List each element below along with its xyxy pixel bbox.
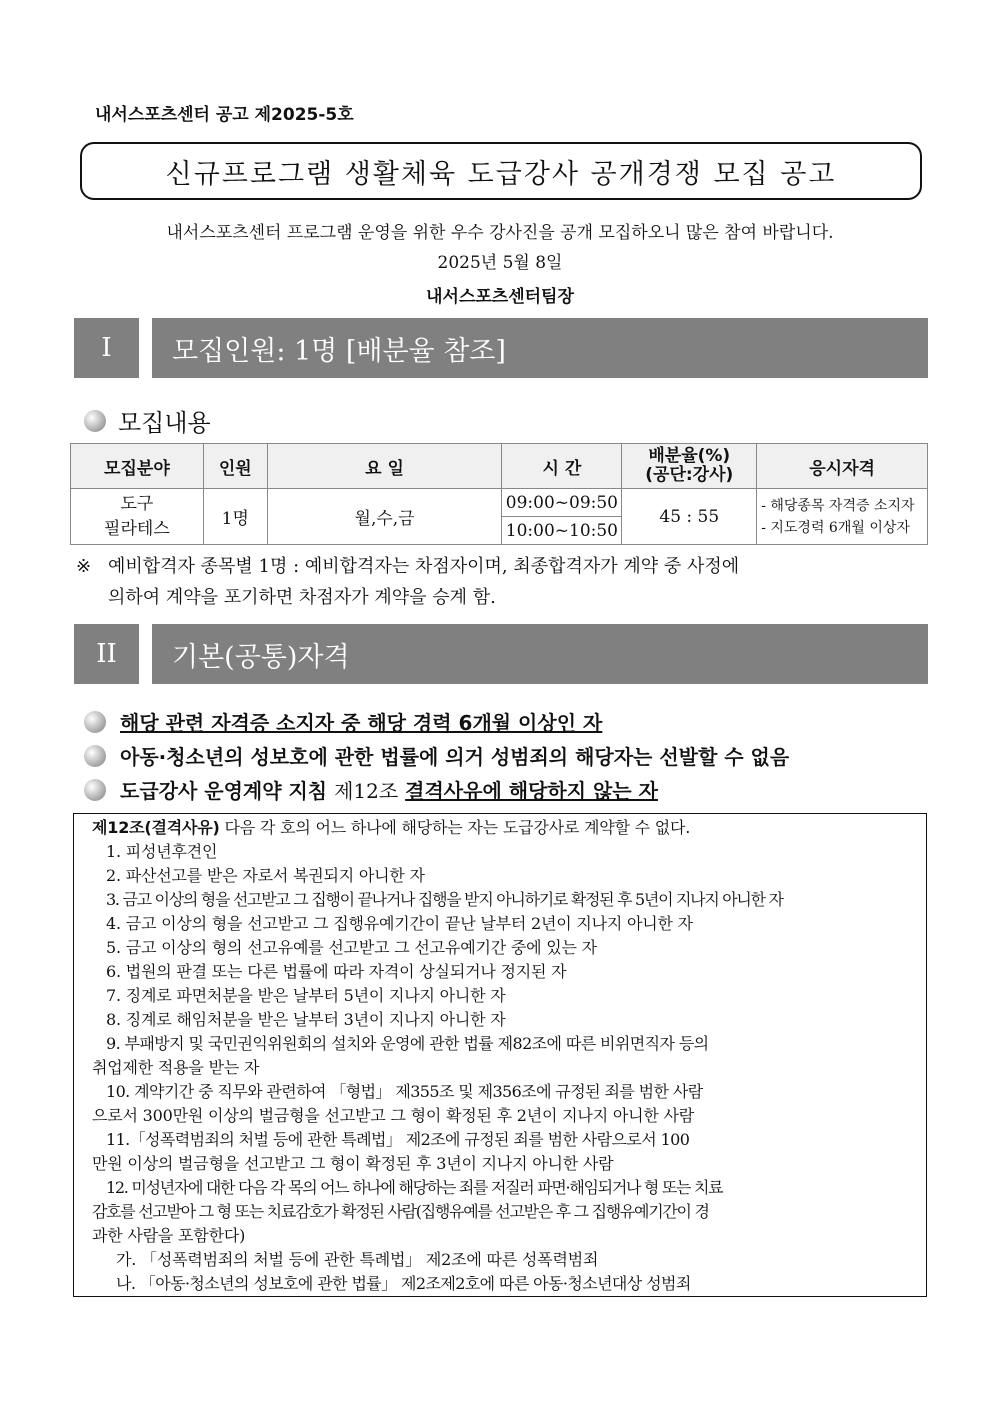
article-heading <box>92 816 918 840</box>
article-line: 4. 금고 이상의 형을 선고받고 그 집행유예기간이 끝난 날부터 2년이 지나지 아니한 자 <box>106 914 693 933</box>
qualification-1: - 해당종목 자격증 소지자 <box>761 497 915 514</box>
header-ratio-line2: (공단:강사) <box>645 465 734 485</box>
section-2-number: II <box>74 624 139 684</box>
note-line-1: 예비합격자 종목별 1명 : 예비합격자는 차점자이며, 최종합격자가 계약 중 사정에 <box>108 556 740 577</box>
note-mark: ※ <box>76 556 92 577</box>
article-line: 취업제한 적용을 받는 자 <box>92 1058 260 1077</box>
section-2-header <box>74 624 928 684</box>
issuer: 내서스포츠센터팀장 <box>426 287 574 307</box>
article-12-box <box>73 813 927 1297</box>
document-title: 신규프로그램 생활체육 도급강사 공개경쟁 모집 공고 <box>165 158 837 190</box>
cell-time-1: 09:00~09:50 <box>502 489 622 517</box>
article-line: 가. 「성폭력범죄의 처벌 등에 관한 특례법」 제2조에 따른 성폭력범죄 <box>116 1250 599 1269</box>
article-title: 제12조(결격사유) <box>92 818 220 837</box>
recruit-content-heading <box>84 403 211 438</box>
criteria-3-guideline: 도급강사 운영계약 지침 <box>120 779 328 803</box>
article-line: 7. 징계로 파면처분을 받은 날부터 5년이 지나지 아니한 자 <box>106 986 506 1005</box>
section-1-number: I <box>74 318 139 378</box>
notice-date: 2025년 5월 8일 <box>437 253 563 273</box>
reserve-note <box>76 551 926 613</box>
header-field: 모집분야 <box>71 444 204 489</box>
table-header-row <box>71 444 928 489</box>
article-heading-text: 다음 각 호의 어느 하나에 해당하는 자는 도급강사로 계약할 수 없다. <box>219 818 691 837</box>
recruit-content-label: 모집내용 <box>118 409 211 437</box>
criteria-1 <box>84 707 602 736</box>
cell-count: 1명 <box>203 489 267 545</box>
recruit-table <box>70 443 928 545</box>
header-ratio-line1: 배분율(%) <box>648 446 731 466</box>
bullet-icon <box>84 779 106 801</box>
article-line: 나. 「아동·청소년의 성보호에 관한 법률」 제2조제2호에 따른 아동·청소년대상 성범죄 <box>116 1274 691 1293</box>
note-line-2: 의하여 계약을 포기하면 차점자가 계약을 승계 함. <box>108 587 496 608</box>
article-line: 5. 금고 이상의 형의 선고유예를 선고받고 그 선고유예기간 중에 있는 자 <box>106 938 597 957</box>
criteria-3-article: 제12조 <box>334 779 399 803</box>
table-row <box>71 489 928 517</box>
section-1-header <box>74 318 928 378</box>
article-line: 12. 미성년자에 대한 다음 각 목의 어느 하나에 해당하는 죄를 저질러 파면·해임되거나 형 또는 치료 <box>106 1178 723 1197</box>
field-line-1: 도구 <box>120 493 154 514</box>
header-count: 인원 <box>203 444 267 489</box>
header-qualification: 응시자격 <box>757 444 928 489</box>
criteria-3-text: 결격사유에 해당하지 않는 자 <box>405 779 658 803</box>
bullet-icon <box>84 711 106 733</box>
article-line: 과한 사람을 포함한다) <box>92 1226 246 1245</box>
header-ratio <box>622 444 757 489</box>
bullet-icon <box>84 410 106 432</box>
cell-field <box>71 489 204 545</box>
article-line: 8. 징계로 해임처분을 받은 날부터 3년이 지나지 아니한 자 <box>106 1010 506 1029</box>
article-line: 1. 피성년후견인 <box>106 842 218 861</box>
article-line: 9. 부패방지 및 국민권익위원회의 설치와 운영에 관한 법률 제82조에 따른 비위면직자 등의 <box>106 1034 709 1053</box>
bullet-icon <box>84 745 106 767</box>
notice-number: 내서스포츠센터 공고 제2025-5호 <box>95 105 354 125</box>
criteria-2-text: 아동·청소년의 성보호에 관한 법률에 의거 성범죄의 해당자는 선발할 수 없음 <box>120 745 790 769</box>
article-line: 만원 이상의 벌금형을 선고받고 그 형이 확정된 후 3년이 지나지 아니한 사람 <box>92 1154 614 1173</box>
cell-time-2: 10:00~10:50 <box>502 517 622 545</box>
article-line: 으로서 300만원 이상의 벌금형을 선고받고 그 형이 확정된 후 2년이 지나지 아니한 사람 <box>92 1106 694 1125</box>
section-1-label: 모집인원: 1명 [배분율 참조] <box>152 318 928 378</box>
criteria-3 <box>84 775 658 804</box>
intro-text: 내서스포츠센터 프로그램 운영을 위한 우수 강사진을 공개 모집하오니 많은 참여 바랍니다. <box>166 223 834 243</box>
article-line: 2. 파산선고를 받은 자로서 복권되지 아니한 자 <box>106 866 425 885</box>
cell-qualification <box>757 489 928 545</box>
article-line: 10. 계약기간 중 직무와 관련하여 「형법」 제355조 및 제356조에 규정된 죄를 범한 사람 <box>106 1082 703 1101</box>
header-days: 요 일 <box>267 444 502 489</box>
field-line-2: 필라테스 <box>104 518 170 539</box>
cell-days: 월,수,금 <box>267 489 502 545</box>
qualification-2: - 지도경력 6개월 이상자 <box>761 519 910 536</box>
article-line: 3. 금고 이상의 형을 선고받고 그 집행이 끝나거나 집행을 받지 아니하기로 확정된 후 5년이 지나지 아니한 자 <box>106 890 783 909</box>
section-2-label: 기본(공통)자격 <box>152 624 928 684</box>
article-line: 감호를 선고받아 그 형 또는 치료감호가 확정된 사람(집행유예를 선고받은 후 그 집행유예기간이 경 <box>92 1202 709 1221</box>
header-time: 시 간 <box>502 444 622 489</box>
article-line: 6. 법원의 판결 또는 다른 법률에 따라 자격이 상실되거나 정지된 자 <box>106 962 567 981</box>
cell-ratio: 45 : 55 <box>622 489 757 545</box>
criteria-2 <box>84 741 789 770</box>
document-title-box <box>80 142 922 200</box>
criteria-1-text: 해당 관련 자격증 소지자 중 해당 경력 6개월 이상인 자 <box>120 711 603 735</box>
article-line: 11.「성폭력범죄의 처벌 등에 관한 특례법」 제2조에 규정된 죄를 범한 사람으로서 100 <box>106 1130 690 1149</box>
